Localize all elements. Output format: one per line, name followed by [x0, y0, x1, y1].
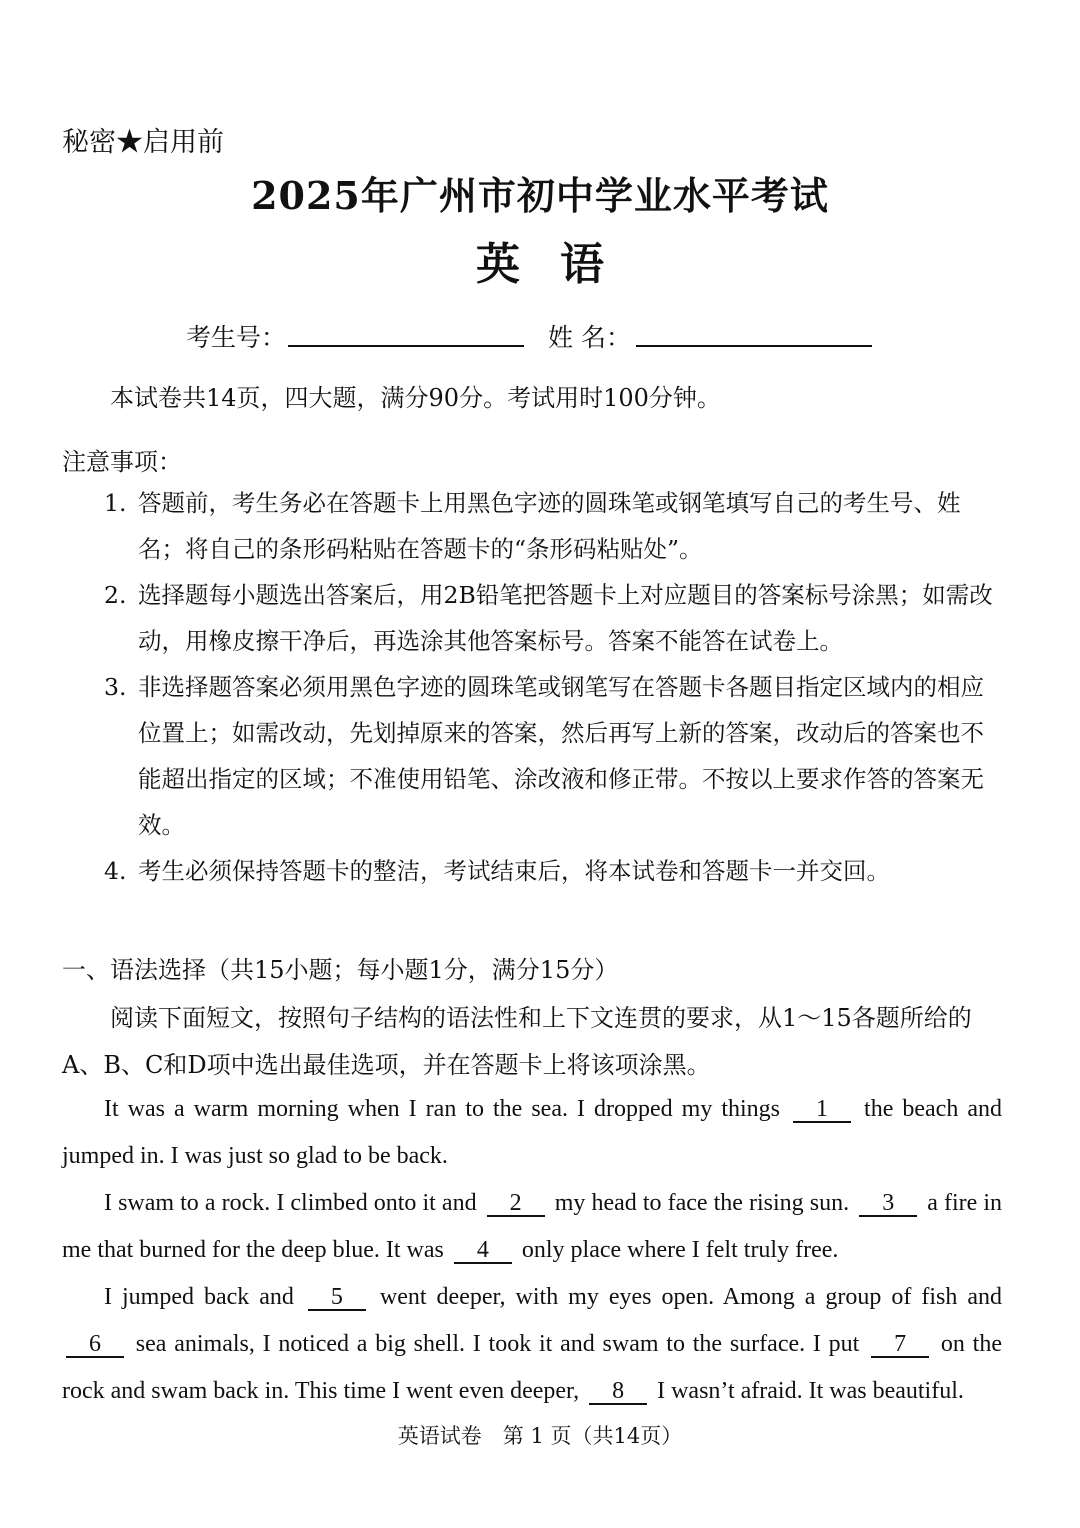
rule-number: 1. — [104, 489, 127, 517]
rule-text: 非选择题答案必须用黑色字迹的圆珠笔或钢笔写在答题卡各题目指定区域内的相应位置上；如需改动，先划掉原来的答案，然后再写上新的答案，改动后的答案也不能超出指定的区域；不准使用铅笔、涂改液和修正带。不按以上要求作答的答案无效。 — [138, 673, 984, 839]
section-instructions: 阅读下面短文，按照句子结构的语法性和上下文连贯的要求，从1～15各题所给的A、B、C和D项中选出最佳选项，并在答题卡上将该项涂黑。 — [62, 1004, 972, 1079]
passage-paragraph — [62, 1086, 1002, 1180]
exam-summary: 本试卷共14页，四大题，满分90分。考试用时100分钟。 — [110, 384, 721, 412]
rule-number: 4. — [104, 857, 127, 885]
exam-title: 2025年广州市初中学业水平考试 — [251, 173, 829, 218]
passage-text: the beach and jumped in. I was just so glad to be back. — [62, 1096, 1003, 1169]
passage-text: went deeper, with my eyes open. Among a group of fish and — [379, 1284, 1003, 1310]
confidential-mark: 秘密★启用前 — [62, 127, 224, 158]
passage-text: sea animals, I noticed a big shell. I took it and swam to the surface. I put — [135, 1331, 860, 1357]
section-heading: 一、语法选择（共15小题；每小题1分，满分15分） — [62, 956, 619, 984]
passage-text: I swam to a rock. I climbed onto it and — [104, 1190, 477, 1216]
answer-blank: 5 — [308, 1285, 366, 1311]
notice-rule — [104, 664, 1004, 848]
exam-number-field[interactable] — [288, 345, 524, 347]
passage-text: It was a warm morning when I ran to the sea. I dropped my things — [104, 1096, 781, 1122]
rule-text: 答题前，考生务必在答题卡上用黑色字迹的圆珠笔或钢笔填写自己的考生号、姓名；将自己的条形码粘贴在答题卡的“条形码粘贴处”。 — [138, 489, 961, 563]
answer-blank: 4 — [454, 1238, 512, 1264]
notice-rule — [104, 848, 1004, 894]
answer-blank: 7 — [871, 1332, 929, 1358]
exam-number-label: 考生号： — [186, 323, 287, 352]
name-field[interactable] — [636, 345, 872, 347]
page-footer: 英语试卷 第 1 页（共14页） — [397, 1424, 683, 1448]
notice-heading: 注意事项： — [62, 448, 182, 476]
passage-paragraph — [62, 1274, 1002, 1415]
rule-number: 2. — [104, 581, 127, 609]
passage-text: I wasn’t afraid. It was beautiful. — [657, 1378, 964, 1404]
answer-blank: 1 — [793, 1097, 851, 1123]
subject-title: 英语 — [476, 239, 644, 290]
passage-paragraph — [62, 1180, 1002, 1274]
answer-blank: 8 — [589, 1379, 647, 1405]
passage-text: I jumped back and — [104, 1284, 294, 1310]
passage-text: only place where I felt truly free. — [521, 1237, 839, 1263]
answer-blank: 2 — [487, 1191, 545, 1217]
name-label: 姓 名： — [548, 323, 631, 352]
passage-text: my head to face the rising sun. — [554, 1190, 850, 1216]
notice-rule — [104, 480, 1004, 572]
notice-rule — [104, 572, 1004, 664]
passage-text: a fire in me that burned for the deep blue. It was — [62, 1190, 1003, 1263]
answer-blank: 6 — [66, 1332, 124, 1358]
rule-number: 3. — [104, 673, 127, 701]
rule-text: 选择题每小题选出答案后，用2B铅笔把答题卡上对应题目的答案标号涂黑；如需改动，用橡皮擦干净后，再选涂其他答案标号。答案不能答在试卷上。 — [138, 581, 993, 655]
answer-blank: 3 — [859, 1191, 917, 1217]
passage-text: on the rock and swam back in. This time I went even deeper, — [62, 1331, 1003, 1404]
rule-text: 考生必须保持答题卡的整洁，考试结束后，将本试卷和答题卡一并交回。 — [138, 857, 890, 885]
